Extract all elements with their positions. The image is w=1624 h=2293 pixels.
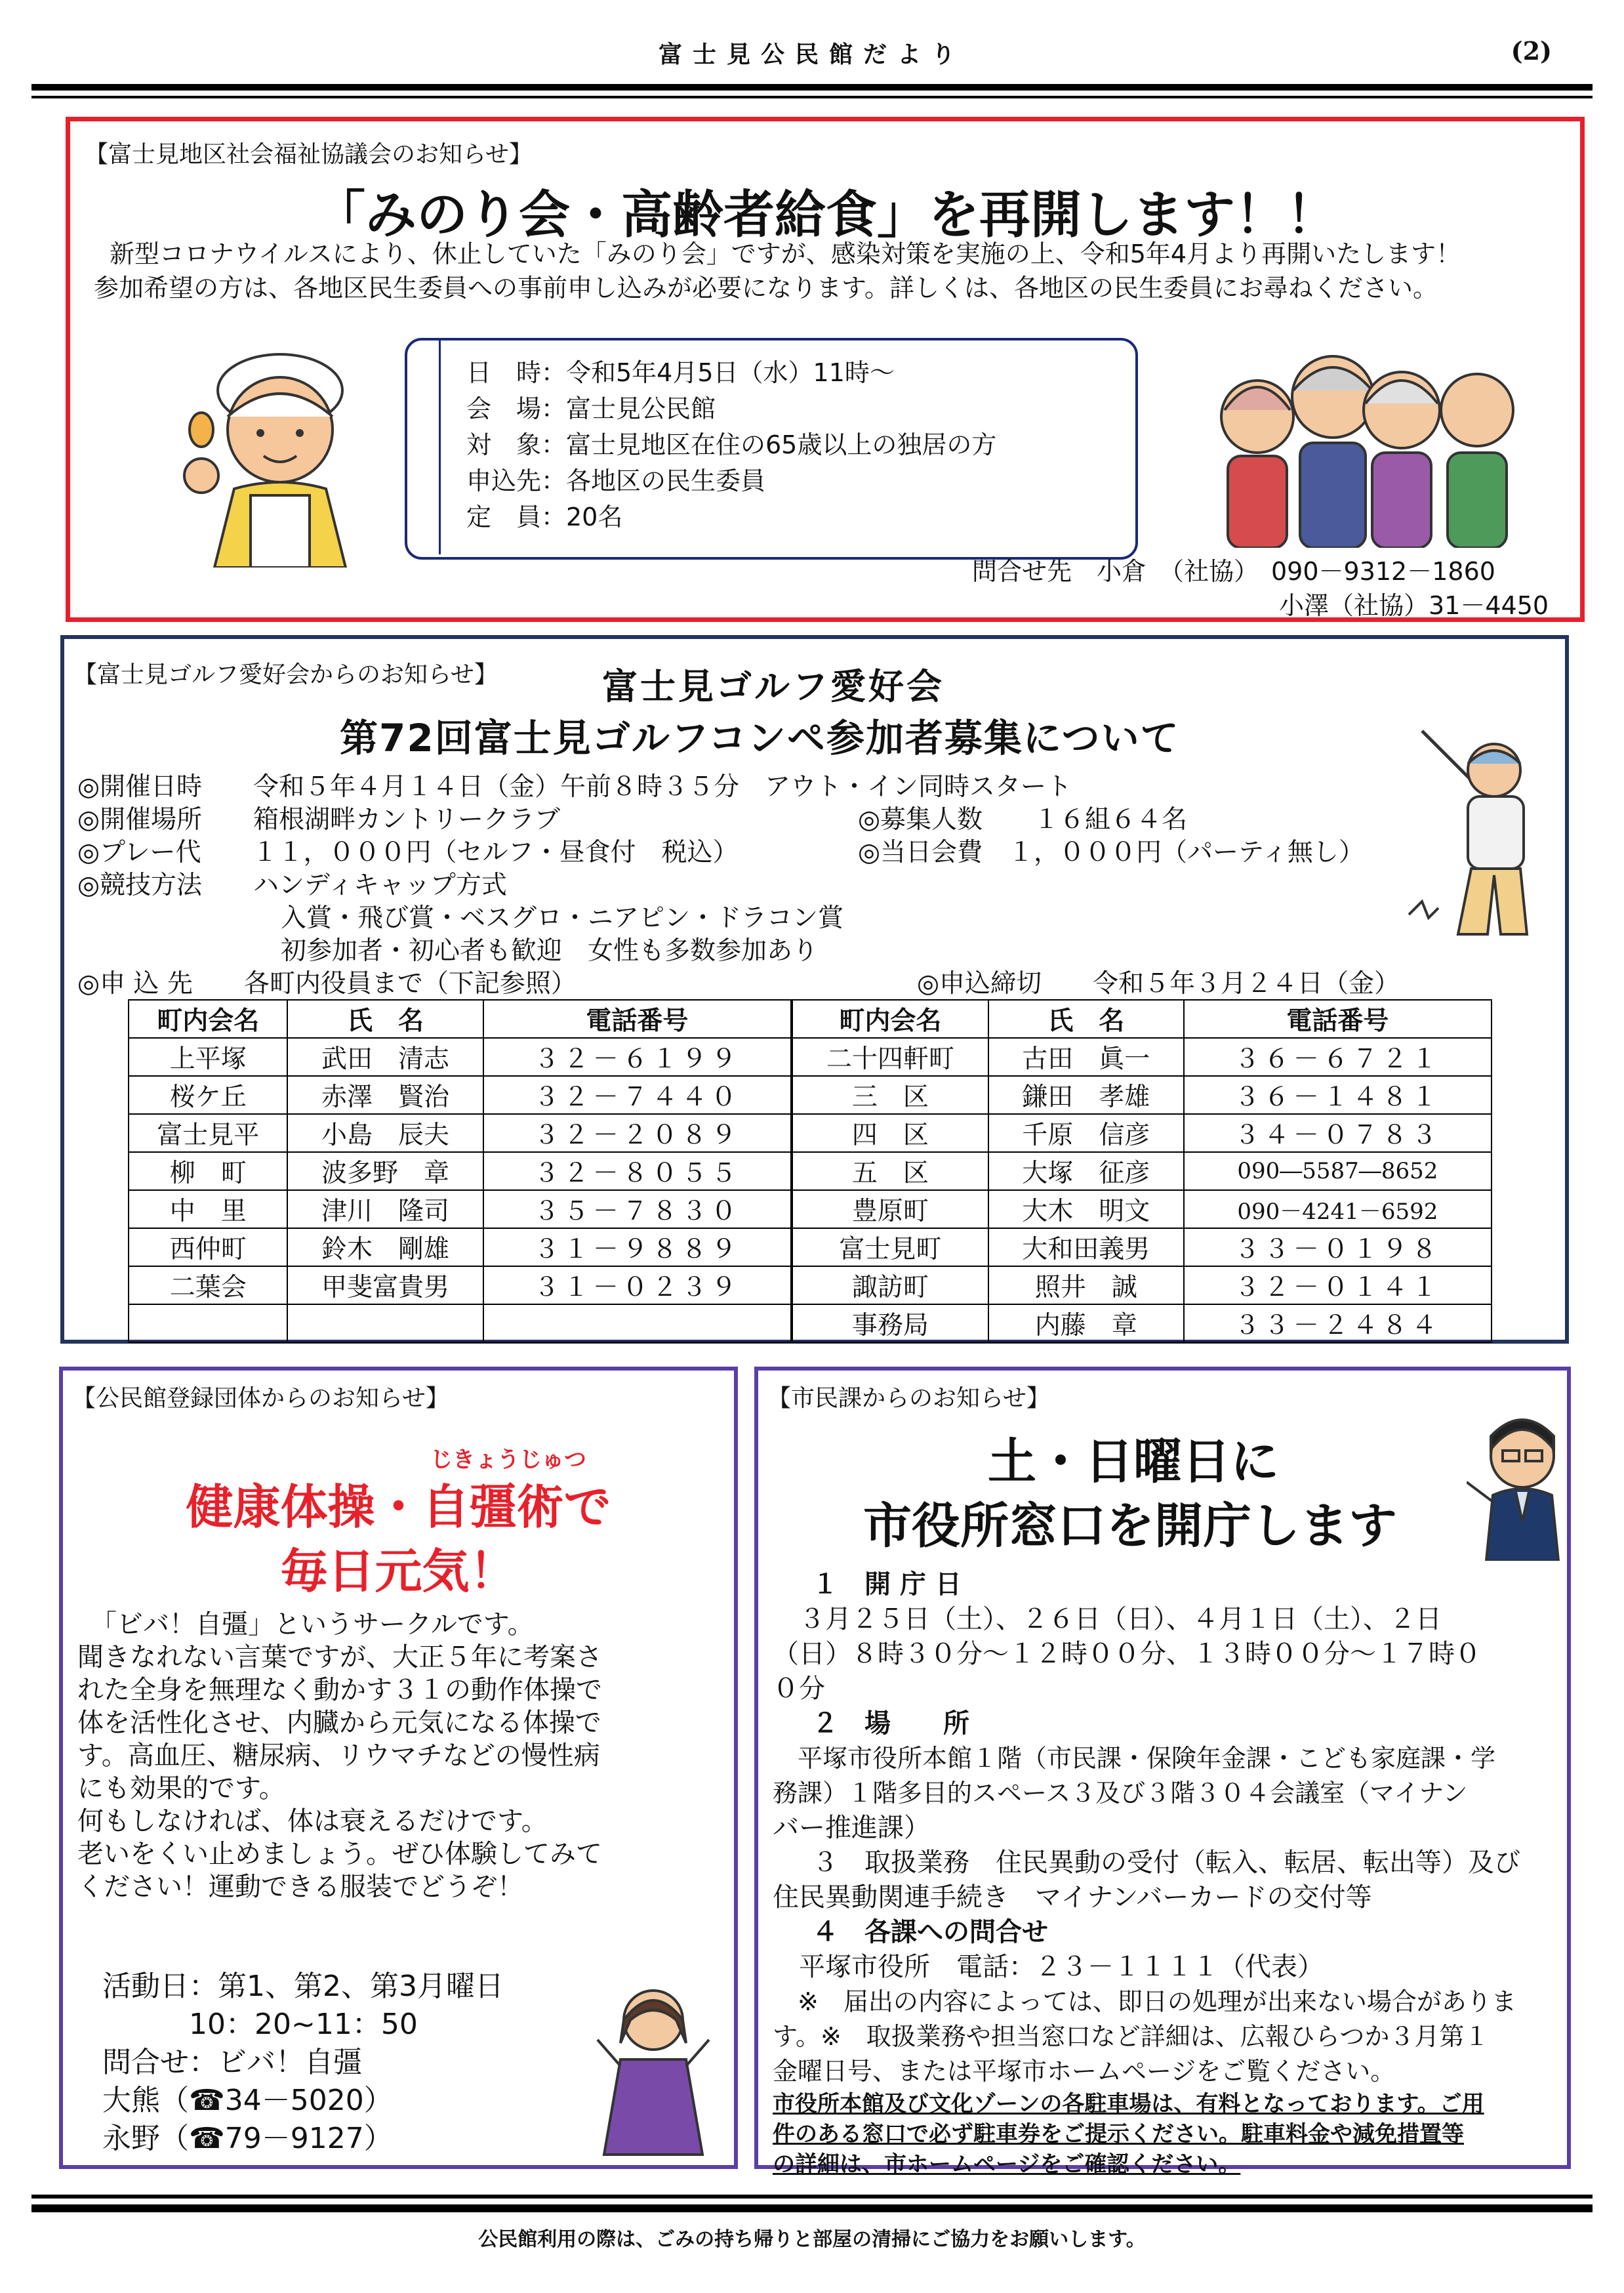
table-row [129,1152,1492,1190]
table-cell: 大和田義男 [988,1228,1184,1266]
city-heading-2: ２ 場 所 [812,1708,969,1739]
table-header: 氏 名 [988,1000,1184,1038]
city-section [754,1367,1571,2178]
table-cell: 大木 明文 [988,1190,1184,1228]
table-cell: 四 区 [792,1114,988,1152]
golf-party-fee: ◎当日会費 １，０００円（パーティ無し） [858,838,1364,867]
table-cell: ３４－０７８３ [1184,1114,1492,1152]
table-cell: ３１－９８８９ [483,1228,792,1266]
table-cell: 三 区 [792,1076,988,1114]
minori-desc-2: 参加希望の方は、各地区民生委員への事前申し込みが必要になります。詳しくは、各地区の民生委員にお尋ねください。 [94,274,1438,302]
table-cell: 五 区 [792,1152,988,1190]
scroll-line-2: 会 場：富士見公民館 [466,394,716,423]
table-cell: ３２－８０５５ [483,1152,792,1190]
club-body-line: にも効果的です。 [77,1773,285,1804]
table-cell: 古田 眞一 [988,1038,1184,1076]
table-cell: 富士見平 [129,1114,287,1152]
city-line: 務課）１階多目的スペース３及び３階３０４会議室（マイナン [773,1779,1468,1808]
table-cell: ３２－２０８９ [483,1114,792,1152]
table-cell: 小島 辰夫 [287,1114,483,1152]
club-body-line: す。高血圧、糖尿病、リウマチなどの慢性病 [77,1741,600,1771]
golf-prizes: 入賞・飛び賞・ベスグロ・ニアピン・ドラコン賞 [281,903,844,933]
section-tag: 【富士見地区社会福祉協議会のお知らせ】 [85,141,533,168]
page-number: (2) [1511,36,1552,66]
scroll-line-1: 日 時：令和5年4月5日（水）11時～ [466,358,895,387]
table-cell: 豊原町 [792,1190,988,1228]
table-cell: 鎌田 孝雄 [988,1076,1184,1114]
table-cell: 甲斐富貴男 [287,1266,483,1304]
club-body-line: 老いをくい止めましょう。ぜひ体験してみて [77,1839,602,1869]
city-line: 金曜日号、または平塚市ホームページをご覧ください。 [773,2057,1396,2086]
table-cell: ３５－７８３０ [483,1190,792,1228]
city-title-1: 土・日曜日に [988,1434,1279,1490]
section-tag: 【富士見ゴルフ愛好会からのお知らせ】 [73,661,498,688]
header-rule-thin [31,96,1593,98]
scroll-line-4: 申込先：各地区の民生委員 [466,466,766,495]
contact-line-1: 問合せ先 小倉 （社協） 090－9312－1860 [972,557,1495,586]
city-line: ※ 届出の内容によっては、即日の処理が出来ない場合がありま [773,1987,1516,2016]
woman-illustration [588,1981,719,2158]
table-row [129,1190,1492,1228]
table-cell: 上平塚 [129,1038,287,1076]
table-cell: 赤澤 賢治 [287,1076,483,1114]
minori-desc-1: 新型コロナウイルスにより、休止していた「みのり会」ですが、感染対策を実施の上、令和5年4月より再開いたします！ [110,239,1461,268]
city-line: バー推進課） [773,1813,930,1843]
title-ruby: じきょうじゅつ [430,1447,586,1473]
city-line: （日）８時３０分～１２時００分、１３時００分～１７時０ [773,1639,1481,1669]
city-title-2: 市役所窓口を開庁します [863,1498,1397,1554]
club-body-line: ください！運動できる服装でどうぞ！ [77,1872,523,1902]
section-tag: 【市民課からのお知らせ】 [767,1385,1050,1412]
table-row [129,1076,1492,1114]
minori-section [66,117,1585,622]
table-cell: ３６－６７２１ [1184,1038,1492,1076]
cook-illustration [175,344,372,568]
city-line: 平塚市役所本館１階（市民課・保険年金課・こども家庭課・学 [773,1744,1496,1773]
table-header: 電話番号 [483,1000,792,1038]
scroll-line-3: 対 象：富士見地区在住の65歳以上の独居の方 [466,430,997,459]
clerk-illustration [1467,1410,1572,1561]
table-cell: ３２－０１４１ [1184,1266,1492,1304]
table-cell: 090―5587―8652 [1184,1152,1492,1190]
table-cell: 千原 信彦 [988,1114,1184,1152]
city-line: ３ 取扱業務 住民異動の受付（転入、転居、転出等）及び [812,1848,1520,1878]
golf-welcome: 初参加者・初心者も歓迎 女性も多数参加あり [281,936,819,966]
club-body-line: 体を活性化させ、内臓から元気になる体操で [77,1708,601,1738]
club-info-line: 問合せ：ビバ！自彊 [102,2046,362,2079]
club-title-2: 毎日元気！ [280,1544,517,1599]
club-body [77,1608,602,1903]
club-info [102,1968,504,2158]
table-cell [287,1304,483,1342]
table-cell: 武田 清志 [287,1038,483,1076]
club-section [59,1367,738,2169]
table-cell: 大塚 征彦 [988,1152,1184,1190]
city-line: ３月２５日（土）、２６日（日）、４月１日（土）、２日 [773,1604,1442,1634]
golf-event-title: 第72回富士見ゴルフコンペ参加者募集について [340,716,1180,760]
table-cell: 波多野 章 [287,1152,483,1190]
footer-note: 公民館利用の際は、ごみの持ち帰りと部屋の清掃にご協力をお願いします。 [478,2228,1146,2251]
table-cell: ３６－１４８１ [1184,1076,1492,1114]
table-row [129,1266,1492,1304]
golf-apply: ◎申 込 先 各町内役員まで（下記参照） [77,969,577,999]
table-cell: 中 里 [129,1190,287,1228]
city-body [773,1567,1520,2179]
golf-fee: ◎プレー代 １１，０００円（セルフ・昼食付 税込） [77,838,739,867]
table-cell: 富士見町 [792,1228,988,1266]
table-cell: ３３－２４８４ [1184,1304,1492,1342]
table-cell: 鈴木 剛雄 [287,1228,483,1266]
table-cell: 諏訪町 [792,1266,988,1304]
club-body-line: れた全身を無理なく動かす３１の動作体操で [77,1675,602,1705]
table-header: 電話番号 [1184,1000,1492,1038]
table-row [129,1038,1492,1076]
golf-capacity: ◎募集人数 １６組６４名 [858,805,1188,835]
table-cell: ３２－７４４０ [483,1076,792,1114]
scroll-line-5: 定 員：20名 [466,503,623,531]
club-info-line: 10：20~11：50 [102,2008,418,2041]
club-title-1: 健康体操・自彊術で [186,1479,611,1535]
event-scroll [405,338,1138,560]
table-cell: 二十四軒町 [792,1038,988,1076]
table-cell: 内藤 章 [988,1304,1184,1342]
header-rule [31,84,1593,91]
city-line: ０分 [773,1674,825,1704]
table-cell: 津川 隆司 [287,1190,483,1228]
newsletter-title: 富士見公民館だより [658,41,965,68]
table-cell: 事務局 [792,1304,988,1342]
section-tag: 【公民館登録団体からのお知らせ】 [72,1385,449,1412]
club-info-line: 大熊（☎34－5020） [102,2084,393,2117]
table-cell: ３３－０１９８ [1184,1228,1492,1266]
contact-line-2: 小澤（社協）31－4450 [1279,591,1549,620]
golf-venue: ◎開催場所 箱根湖畔カントリークラブ [77,805,561,835]
club-body-line: 「ビバ！自彊」というサークルです。 [77,1609,534,1640]
scroll-roll [405,338,441,554]
table-cell: 柳 町 [129,1152,287,1190]
table-cell: 桜ケ丘 [129,1076,287,1114]
golfer-illustration [1396,718,1547,941]
table-cell: ３２－６１９９ [483,1038,792,1076]
table-cell: 090－4241－6592 [1184,1190,1492,1228]
city-parking-note: 件のある窓口で必ず駐車券をご提示ください。駐車料金や減免措置等 [773,2121,1464,2147]
table-row [129,1304,1492,1342]
table-header: 町内会名 [129,1000,287,1038]
footer-rule-thick [31,2204,1593,2212]
golf-club-title: 富士見ゴルフ愛好会 [602,666,944,707]
table-header-row [129,1000,1492,1038]
table-header: 氏 名 [287,1000,483,1038]
table-cell: 照井 誠 [988,1266,1184,1304]
table-row [129,1228,1492,1266]
table-cell: 西仲町 [129,1228,287,1266]
golf-deadline: ◎申込締切 令和５年３月２４日（金） [917,969,1400,999]
city-line: す。※ 取扱業務や担当窓口など詳細は、広報ひらつか３月第１ [773,2022,1490,2051]
club-info-line: 活動日：第1、第2、第3月曜日 [102,1970,504,2003]
city-parking-note: 市役所本館及び文化ゾーンの各駐車場は、有料となっております。ご用 [773,2091,1484,2117]
officer-contact-table [128,999,1492,1343]
city-line: 平塚市役所 電話：２３－１１１１（代表） [773,1952,1324,1982]
table-cell: ３１－０２３９ [483,1266,792,1304]
table-cell [129,1304,287,1342]
club-body-line: 聞きなれない言葉ですが、大正５年に考案さ [77,1642,602,1672]
minori-title: 「みのり会・高齢者給食」を再開します！！ [314,186,1337,245]
footer-rule [31,2195,1593,2199]
club-body-line: 何もしなければ、体は衰えるだけです。 [77,1806,548,1836]
elderly-group-illustration [1211,338,1526,548]
golf-date: ◎開催日時 令和５年４月１４日（金）午前８時３５分 アウト・イン同時スタート [77,772,1072,802]
city-heading-4: ４ 各課への問合せ [812,1917,1048,1947]
club-info-line: 永野（☎79－9127） [102,2122,393,2155]
table-header: 町内会名 [792,1000,988,1038]
city-heading-1: １ 開 庁 日 [812,1569,962,1600]
city-line: 住民異動関連手続き マイナンバーカードの交付等 [773,1882,1372,1912]
city-parking-note: の詳細は、市ホームページをご確認ください。 [773,2151,1241,2178]
golf-format: ◎競技方法 ハンディキャップ方式 [77,871,507,900]
table-row [129,1114,1492,1152]
table-cell [483,1304,792,1342]
table-cell: 二葉会 [129,1266,287,1304]
